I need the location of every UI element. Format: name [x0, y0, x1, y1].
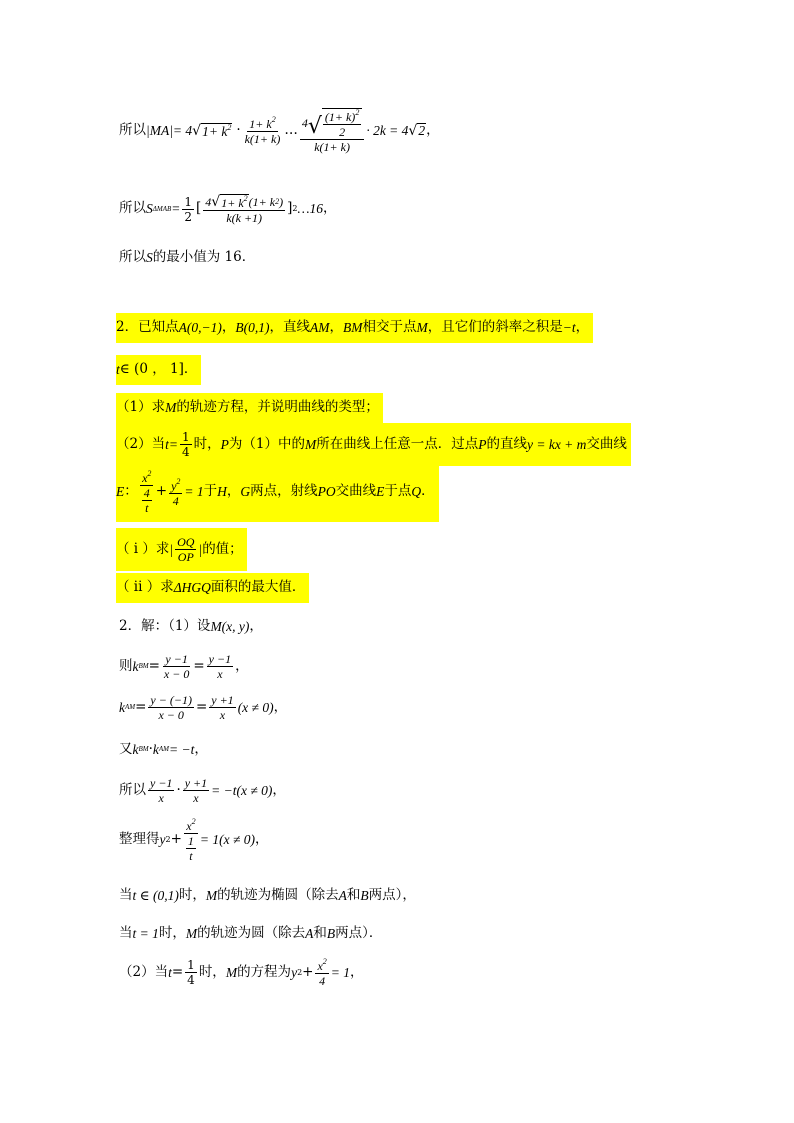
math: | — [198, 541, 203, 557]
num: 4 — [143, 486, 150, 500]
text: ，且它们的斜率之积是 — [427, 319, 563, 335]
text: ， — [255, 831, 269, 848]
solution-line-1 — [119, 620, 263, 634]
math: S — [146, 250, 153, 265]
text: （1）求 — [116, 399, 166, 415]
den: 4 — [319, 974, 326, 988]
den: x — [217, 667, 223, 681]
coef: 4 — [205, 194, 212, 209]
fraction-nested — [140, 470, 154, 514]
math: t — [168, 964, 172, 980]
num: y −1 — [165, 652, 188, 666]
math: y = kx + m — [526, 436, 587, 452]
den: 4 — [181, 445, 190, 459]
math: S — [146, 201, 153, 217]
text: 于点 — [384, 483, 412, 500]
num: y −1 — [208, 652, 232, 666]
text: ： — [124, 483, 138, 500]
solution-line-part2 — [119, 958, 364, 987]
num: x — [186, 819, 192, 833]
text: 整理得 — [119, 831, 160, 848]
fraction — [207, 653, 233, 680]
solution-line-equation — [119, 777, 286, 804]
math: P — [220, 436, 229, 452]
text: 时， — [178, 887, 206, 903]
num: 1 — [187, 958, 195, 972]
text: ， — [235, 657, 249, 674]
text: 的直线 — [486, 435, 527, 452]
math: = — [148, 657, 160, 674]
sqrt: √ $1+ k^2$ — [192, 122, 232, 140]
text: 所在曲线上任意一点．过点 — [316, 435, 479, 452]
text: ∈ (0 ， 1]． — [119, 361, 198, 377]
math: E — [116, 484, 125, 500]
op: … — [284, 121, 298, 138]
sup: 2 — [322, 957, 327, 966]
den: 4 — [172, 493, 179, 508]
text: 当 — [119, 887, 133, 903]
fraction — [148, 777, 174, 804]
math: (x ≠ 0) — [237, 699, 274, 715]
den: OP — [177, 550, 194, 564]
math: k — [152, 742, 159, 757]
coef: 4 — [301, 116, 308, 130]
num: y −1 — [150, 776, 173, 790]
sub: AM — [158, 745, 170, 754]
den: x − 0 — [163, 667, 190, 681]
math: 2 — [418, 123, 426, 139]
den: t — [189, 849, 193, 863]
math: = — [193, 657, 205, 674]
num: y − (−1) — [150, 693, 192, 707]
text: 当 — [119, 925, 133, 941]
text: 的值； — [202, 540, 243, 557]
math: t — [165, 436, 169, 452]
math: B — [326, 926, 336, 941]
math: −t — [562, 320, 576, 335]
math: = 1 — [330, 964, 351, 980]
math: · — [176, 781, 181, 798]
question-line-1 — [116, 313, 593, 343]
solution-line-product — [119, 743, 208, 757]
text: 又 — [119, 741, 133, 757]
sup: 2 — [297, 967, 303, 977]
bracket: [ — [196, 200, 202, 217]
solution-line-ellipse — [119, 889, 416, 903]
text: 所以 — [119, 781, 146, 798]
text: 的轨迹方程，并说明曲线的类型； — [176, 399, 379, 415]
math: k — [119, 699, 125, 715]
math: PO — [317, 484, 336, 500]
num: 1 — [187, 834, 194, 848]
sup: 2 — [355, 108, 360, 117]
fraction-nested — [184, 818, 198, 862]
den: x − 0 — [158, 708, 184, 722]
math: = 1 — [184, 484, 204, 500]
math: k — [132, 742, 139, 757]
math: M — [225, 964, 238, 980]
sqrt: √ $1+ k^2$ — [211, 194, 248, 210]
den: t — [145, 501, 149, 515]
question-part-2 — [116, 423, 631, 466]
math: y — [159, 832, 166, 848]
text: ， — [272, 781, 286, 798]
text: 的轨迹为椭圆（除去 — [217, 887, 339, 903]
math: · — [148, 741, 153, 757]
text: 两点，射线 — [250, 483, 318, 500]
punct: ， — [322, 200, 337, 217]
fraction — [148, 694, 194, 721]
conclusion-line — [119, 251, 255, 265]
sub: BM — [138, 662, 149, 670]
sub: ΔMAB — [152, 204, 172, 213]
math: …16 — [297, 201, 323, 217]
math: P — [478, 436, 487, 452]
math: |MA|= 4 — [146, 122, 193, 138]
math: E — [376, 484, 385, 500]
text: （ ii ）求 — [116, 579, 174, 595]
math: M — [304, 436, 317, 452]
text: 两点）． — [335, 925, 383, 941]
text: 2．解：（1）设 — [119, 618, 211, 634]
math: = — [171, 963, 184, 980]
math: ΔHGQ — [173, 580, 211, 595]
sup: 2 — [275, 196, 280, 206]
den: k(1+ k) — [314, 140, 350, 154]
math: + — [302, 963, 314, 980]
text: 所以 — [119, 121, 146, 138]
math: (1+ k — [248, 194, 276, 209]
math: = −t(x ≠ 0) — [211, 782, 273, 798]
question-subpart-i — [116, 528, 247, 571]
text: 2．已知点 — [116, 319, 179, 335]
fraction — [175, 536, 196, 563]
text: 则 — [119, 657, 133, 674]
question-curve-e — [116, 462, 439, 522]
math: B — [360, 888, 369, 903]
den: x — [158, 791, 164, 805]
fraction — [162, 653, 191, 680]
text: ， — [575, 319, 590, 335]
text: 的轨迹为圆（除去 — [197, 925, 306, 941]
den: x — [219, 708, 226, 722]
text: ， — [350, 963, 364, 980]
math: H — [217, 484, 227, 500]
num: y +1 — [184, 776, 208, 790]
text: 相交于点 — [362, 319, 417, 335]
num: 1 — [181, 430, 190, 444]
math: M — [416, 320, 428, 335]
fraction-nested — [300, 108, 364, 153]
den: 2 — [339, 125, 346, 139]
math: = — [168, 436, 178, 452]
text: 两点）， — [368, 887, 416, 903]
text: 和 — [313, 925, 327, 941]
math: = — [171, 201, 181, 217]
math: t ∈ (0,1) — [132, 888, 179, 903]
fraction — [209, 694, 235, 721]
sqrt: √ $\frac{(1+ k)^2}{2}$ — [308, 108, 362, 138]
text: （ i ）求 — [116, 540, 170, 557]
math: B(0,1) — [235, 320, 270, 335]
num: 1+ k — [249, 117, 272, 131]
text: 面积的最大值． — [210, 579, 306, 595]
num: x — [142, 471, 148, 485]
solution-line-kam — [119, 694, 287, 721]
fraction — [203, 194, 285, 224]
math: ) — [279, 194, 284, 209]
fraction — [183, 777, 209, 804]
num: y — [171, 478, 177, 493]
text: 所以 — [119, 249, 146, 265]
math: 1+ k — [221, 196, 244, 210]
num: y +1 — [211, 693, 234, 707]
fraction — [185, 959, 197, 986]
fraction — [180, 431, 192, 458]
den: k(k +1) — [226, 211, 263, 225]
math: A — [305, 926, 314, 941]
text: ， — [226, 483, 241, 500]
question-subpart-ii — [116, 573, 309, 603]
den: 2 — [184, 209, 193, 224]
text: 时， — [198, 963, 226, 980]
sup: 2 — [165, 835, 171, 844]
num: OQ — [177, 535, 195, 549]
math: = −t — [169, 742, 195, 757]
question-line-2 — [116, 355, 201, 385]
sup: 2 — [147, 469, 152, 478]
math: A(0,−1) — [178, 320, 222, 335]
sqrt: √ 2 — [408, 122, 426, 139]
text: ， — [329, 319, 343, 335]
text: 为（1）中的 — [228, 435, 305, 452]
math: = — [195, 698, 208, 715]
math: M — [205, 888, 218, 903]
punct: ， — [426, 121, 440, 138]
num: 1 — [184, 194, 193, 209]
fraction — [243, 116, 283, 145]
sup: 2 — [243, 194, 248, 203]
text: （2）当 — [116, 435, 166, 452]
text: 所以 — [119, 200, 146, 217]
math: A — [338, 888, 347, 903]
num: x — [317, 959, 323, 973]
text: ， — [249, 618, 263, 634]
text: ， — [194, 741, 208, 757]
math: Q — [411, 484, 422, 500]
math: t — [116, 362, 120, 377]
math: M — [185, 926, 198, 941]
math: | — [169, 541, 174, 557]
sup: 2 — [292, 204, 298, 213]
text: 时， — [158, 925, 186, 941]
sup: 2 — [191, 817, 196, 826]
text: 交曲线 — [586, 435, 627, 452]
fraction — [315, 958, 328, 987]
text: 交曲线 — [335, 483, 377, 500]
text: ． — [421, 483, 435, 500]
bracket: ] — [287, 200, 293, 217]
den: 4 — [187, 973, 195, 987]
math: y — [291, 964, 298, 980]
derivation-line-area — [119, 194, 336, 224]
sup: 2 — [271, 115, 276, 124]
question-part-1 — [116, 393, 383, 423]
math: k — [132, 658, 139, 674]
text: 于 — [203, 483, 218, 500]
math: + — [155, 483, 168, 500]
solution-line-simplified — [119, 818, 269, 862]
sub: AM — [125, 703, 136, 711]
math: = — [135, 698, 147, 715]
derivation-line-ma: 所以 |MA|= 4 √ $1+ k^2$ · $\frac{1+ k^2}{k(1+ k)}$ … 4 √ $\frac{(1+ k)^2}{2}$ k(1+ k) · 2k = 4 √ 2 ， — [119, 108, 440, 154]
text: ， — [273, 698, 288, 715]
math: BM — [342, 320, 363, 335]
math: M(x, y) — [210, 619, 250, 634]
text: ，直线 — [269, 319, 310, 335]
text: 时， — [193, 435, 221, 452]
text: （2）当 — [119, 963, 169, 980]
den: k(1+ k) — [244, 132, 281, 146]
solution-line-circle — [119, 927, 382, 941]
den: x — [193, 791, 199, 805]
fraction — [182, 196, 194, 223]
math: = 1(x ≠ 0) — [199, 832, 256, 848]
sup: 2 — [227, 122, 232, 132]
math: · 2k = 4 — [366, 122, 409, 138]
sub: BM — [138, 745, 149, 754]
math: + — [170, 831, 182, 848]
solution-line-kbm — [119, 653, 249, 680]
math: t = 1 — [132, 926, 159, 941]
math: M — [165, 400, 177, 415]
math: 1+ k — [202, 123, 228, 139]
text: 的最小值为 16． — [152, 249, 256, 265]
fraction — [169, 478, 182, 507]
sup: 2 — [176, 476, 181, 486]
text: ， — [221, 319, 236, 335]
text: 和 — [346, 887, 361, 903]
num: (1+ k) — [324, 110, 356, 124]
math: AM — [309, 320, 330, 335]
text: 的方程为 — [237, 963, 292, 980]
math: G — [240, 484, 251, 500]
